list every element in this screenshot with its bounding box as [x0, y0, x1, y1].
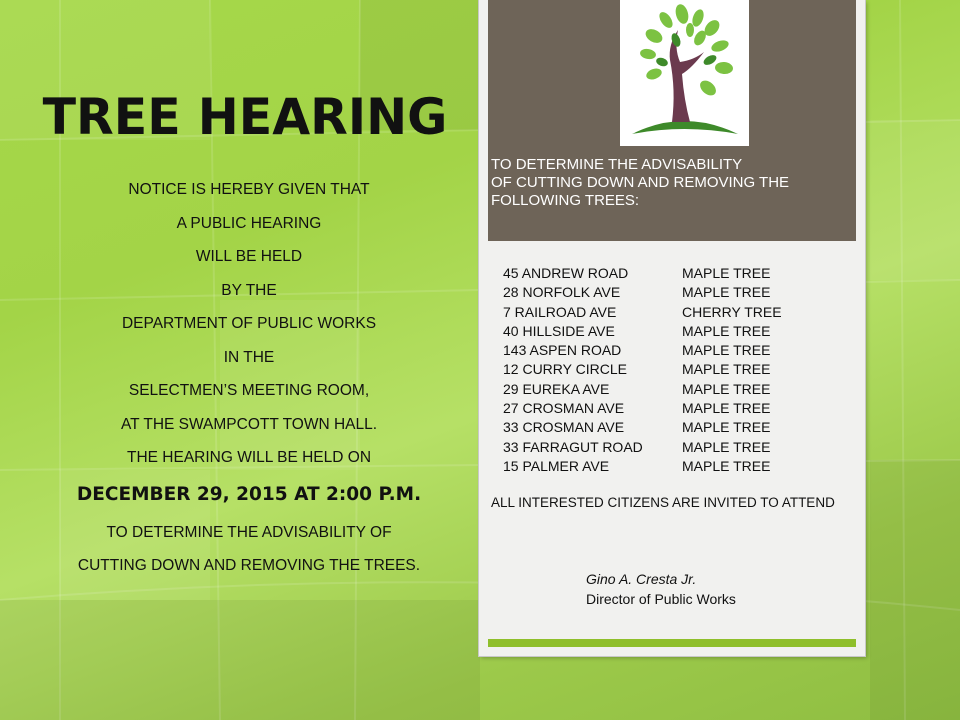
header-line: FOLLOWING TREES: [491, 192, 640, 209]
tree-address: 7 RAILROAD AVE [503, 303, 617, 320]
tree-address: 28 NORFOLK AVE [503, 284, 621, 301]
hearing-date: DECEMBER 29, 2015 AT 2:00 P.M. [76, 484, 422, 505]
list-item [503, 341, 782, 360]
notice-text [0, 176, 498, 478]
tree-address: 45 ANDREW ROAD [503, 265, 629, 281]
header-line: TO DETERMINE THE ADVISABILITY [491, 156, 743, 173]
page-title: TREE HEARING [42, 88, 448, 146]
tree-address: 15 PALMER AVE [503, 457, 610, 474]
notice-line: BY THE [221, 281, 277, 299]
list-item [503, 438, 782, 457]
tree-type: MAPLE TREE [682, 361, 771, 378]
tree-type: MAPLE TREE [682, 380, 771, 397]
tree-address: 12 CURRY CIRCLE [503, 361, 627, 378]
logo [620, 0, 749, 146]
notice-line: AT THE SWAMPCOTT TOWN HALL. [120, 415, 378, 433]
tree-type: MAPLE TREE [682, 419, 771, 436]
closing-line: CUTTING DOWN AND REMOVING THE TREES. [77, 557, 421, 574]
tree-type: MAPLE TREE [682, 322, 771, 339]
tree-address: 40 HILLSIDE AVE [503, 322, 615, 339]
list-item [503, 322, 782, 341]
list-item [503, 380, 782, 399]
closing-text [0, 519, 498, 585]
signature-block [586, 571, 736, 607]
list-item [503, 399, 782, 418]
signer-name: Gino A. Cresta Jr. [586, 571, 697, 587]
tree-type: CHERRY TREE [682, 303, 782, 320]
tree-type: MAPLE TREE [682, 284, 771, 301]
signer-title: Director of Public Works [586, 591, 736, 607]
header-line: OF CUTTING DOWN AND REMOVING THE [491, 174, 790, 191]
notice-line: THE HEARING WILL BE HELD ON [126, 449, 372, 466]
notice-line: SELECTMEN’S MEETING ROOM, [128, 382, 370, 399]
card-header-text [491, 156, 861, 210]
tree-address: 143 ASPEN ROAD [503, 342, 622, 359]
list-item [503, 283, 782, 302]
tree-logo-icon [620, 0, 749, 146]
notice-line: A PUBLIC HEARING [176, 214, 322, 232]
notice-line: NOTICE IS HEREBY GIVEN THAT [128, 181, 370, 198]
tree-type: MAPLE TREE [682, 438, 771, 455]
card-header [488, 0, 856, 241]
notice-line: WILL BE HELD [195, 248, 303, 265]
tree-list [503, 264, 782, 476]
tree-address: 29 EUREKA AVE [503, 380, 610, 397]
tree-type: MAPLE TREE [682, 342, 771, 359]
list-item [503, 457, 782, 476]
notice-line: IN THE [223, 348, 275, 366]
list-item [503, 264, 782, 283]
invite-text: ALL INTERESTED CITIZENS ARE INVITED TO ATTEND [491, 495, 835, 510]
tree-address: 27 CROSMAN AVE [503, 400, 625, 417]
tree-type: MAPLE TREE [682, 265, 771, 281]
list-item [503, 303, 782, 322]
closing-line: TO DETERMINE THE ADVISABILITY OF [106, 524, 392, 541]
tree-address: 33 FARRAGUT ROAD [503, 438, 643, 455]
tree-type: MAPLE TREE [682, 457, 771, 474]
tree-type: MAPLE TREE [682, 400, 771, 417]
accent-bar [488, 639, 856, 647]
list-item [503, 360, 782, 379]
tree-list-card [479, 0, 865, 656]
notice-line: DEPARTMENT OF PUBLIC WORKS [121, 315, 377, 332]
list-item [503, 418, 782, 437]
tree-address: 33 CROSMAN AVE [503, 419, 625, 436]
